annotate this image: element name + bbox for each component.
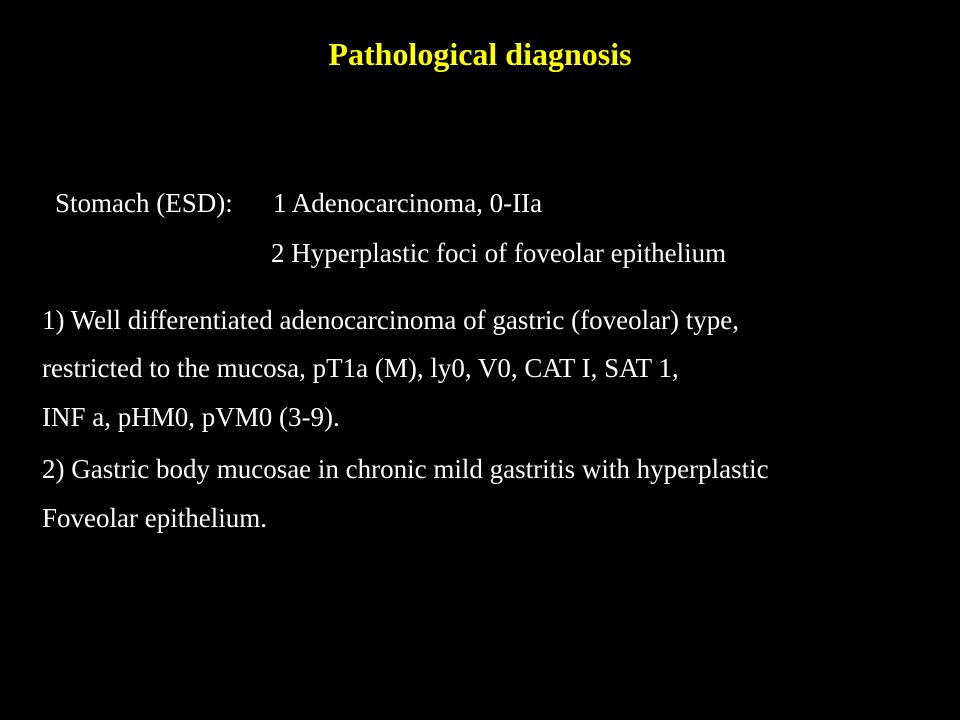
specimen-label: Stomach (ESD): bbox=[55, 188, 233, 218]
finding-line-2: restricted to the mucosa, pT1a (M), ly0, V0, CAT I, SAT 1, bbox=[42, 353, 679, 383]
slide-title: Pathological diagnosis bbox=[328, 36, 632, 72]
finding-line-1: 1) Well differentiated adenocarcinoma of gastric (foveolar) type, bbox=[42, 305, 740, 335]
finding-line-5: Foveolar epithelium. bbox=[42, 503, 267, 533]
diagnosis-item-2: 2 Hyperplastic foci of foveolar epithelium bbox=[271, 238, 727, 268]
finding-line-3: INF a, pHM0, pVM0 (3-9). bbox=[42, 402, 340, 432]
finding-line-4: 2) Gastric body mucosae in chronic mild gastritis with hyperplastic bbox=[42, 454, 769, 484]
diagnosis-item-1: 1 Adenocarcinoma, 0-IIa bbox=[273, 188, 543, 218]
